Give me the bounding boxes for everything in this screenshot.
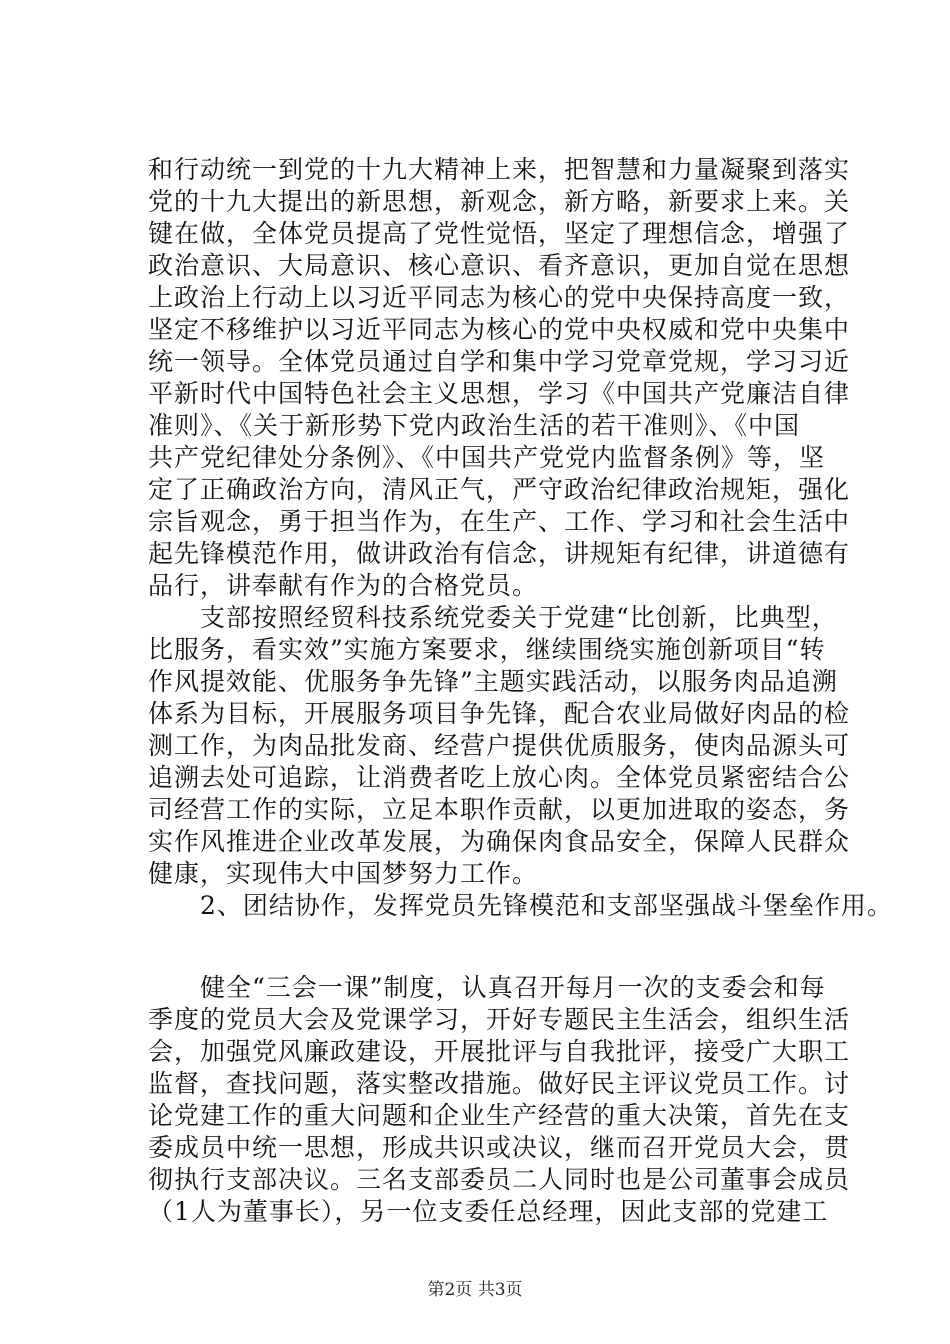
text-line: 委成员中统一思想，形成共识或决议，继而召开党员大会，贯 <box>148 1133 851 1162</box>
section-heading: 2、团结协作，发挥党员先锋模范和支部坚强战斗堡垒作用。 <box>148 891 893 920</box>
text-line: 平新时代中国特色社会主义思想，学习《中国共产党廉洁自律 <box>148 379 851 408</box>
text-line: 共产党纪律处分条例》、《中国共产党党内监督条例》等，坚 <box>148 443 826 472</box>
text-line: 键在做，全体党员提高了党性觉悟，坚定了理想信念，增强了 <box>148 219 851 248</box>
text-line: 会，加强党风廉政建设，开展批评与自我批评，接受广大职工 <box>148 1037 851 1066</box>
text-line: 准则》、《关于新形势下党内政治生活的若干准则》、《中国 <box>148 411 801 440</box>
text-line: 起先锋模范作用，做讲政治有信念，讲规矩有纪律，讲道德有 <box>148 539 851 568</box>
text-line: 追溯去处可追踪，让消费者吃上放心肉。全体党员紧密结合公 <box>148 763 851 792</box>
text-line: 实作风推进企业改革发展，为确保肉食品安全，保障人民群众 <box>148 827 851 856</box>
text-line: 政治意识、大局意识、核心意识、看齐意识，更加自觉在思想 <box>148 251 851 280</box>
text-line: 季度的党员大会及党课学习，开好专题民主生活会，组织生活 <box>148 1005 851 1034</box>
text-line: 上政治上行动上以习近平同志为核心的党中央保持高度一致， <box>148 283 851 312</box>
text-line: 测工作，为肉品批发商、经营户提供优质服务，使肉品源头可 <box>148 731 851 760</box>
text-line: 品行，讲奉献有作为的合格党员。 <box>148 571 539 600</box>
text-line: 党的十九大提出的新思想，新观念，新方略，新要求上来。关 <box>148 187 851 216</box>
paragraph-gap <box>148 922 848 972</box>
text-line: 定了正确政治方向，清风正气，严守政治纪律政治规矩，强化 <box>148 475 851 504</box>
text-line: 健康，实现伟大中国梦努力工作。 <box>148 859 539 888</box>
text-line: 坚定不移维护以习近平同志为核心的党中央权威和党中央集中 <box>148 315 851 344</box>
text-line: 比服务，看实效”实施方案要求，继续围绕实施创新项目“转 <box>148 635 826 664</box>
text-line: 宗旨观念，勇于担当作为，在生产、工作、学习和社会生活中 <box>148 507 851 536</box>
text-line: 司经营工作的实际，立足本职作贡献，以更加进取的姿态，务 <box>148 795 851 824</box>
text-line: 彻执行支部决议。三名支部委员二人同时也是公司董事会成员 <box>148 1165 851 1194</box>
text-line: 健全“三会一课”制度，认真召开每月一次的支委会和每 <box>148 973 826 1002</box>
page-footer: 第2页 共3页 <box>427 1280 523 1300</box>
body-text <box>148 154 893 1228</box>
text-line: 作风提效能、优服务争先锋”主题实践活动，以服务肉品追溯 <box>148 667 838 696</box>
text-line: 论党建工作的重大问题和企业生产经营的重大决策，首先在支 <box>148 1101 851 1130</box>
text-line: 和行动统一到党的十九大精神上来，把智慧和力量凝聚到落实 <box>148 155 851 184</box>
text-line: 体系为目标，开展服务项目争先锋，配合农业局做好肉品的检 <box>148 699 851 728</box>
text-line: 支部按照经贸科技系统党委关于党建“比创新，比典型， <box>148 603 838 632</box>
text-line: 统一领导。全体党员通过自学和集中学习党章党规，学习习近 <box>148 347 851 376</box>
text-line: （1人为董事长），另一位支委任总经理，因此支部的党建工 <box>148 1197 829 1226</box>
text-line: 监督，查找问题，落实整改措施。做好民主评议党员工作。讨 <box>148 1069 851 1098</box>
